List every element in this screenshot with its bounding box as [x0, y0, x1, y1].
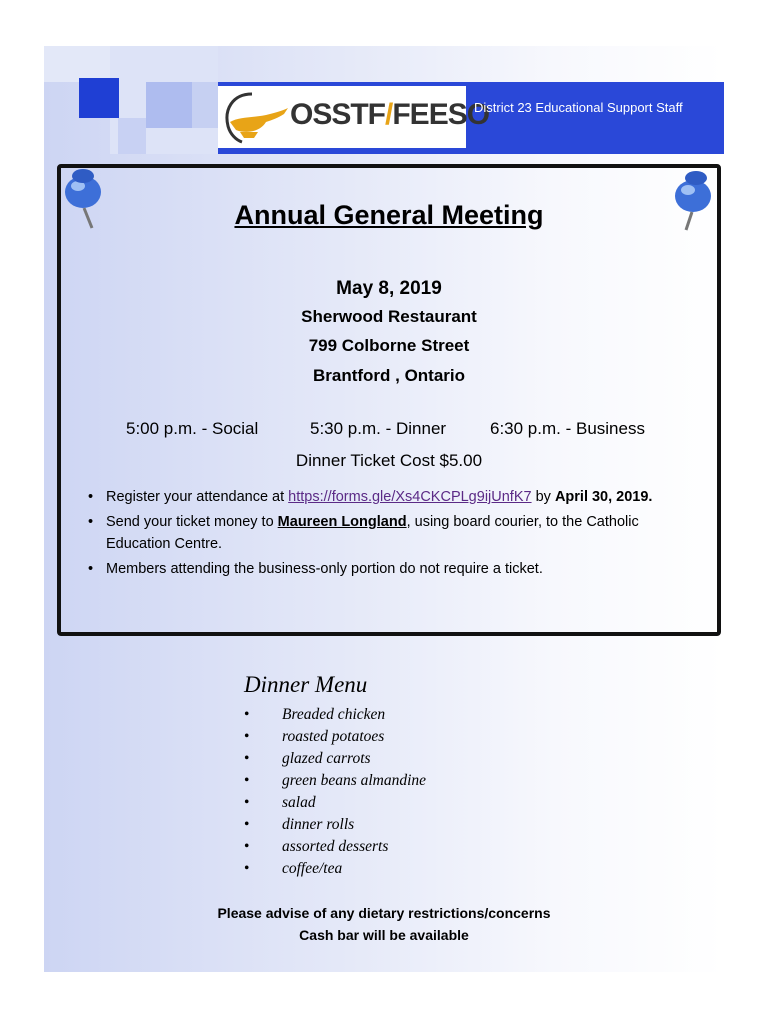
contact-name: Maureen Longland — [277, 514, 407, 530]
list-item: • Members attending the business-only portion do not require a ticket. — [86, 558, 706, 580]
schedule-social: 5:00 p.m. - Social — [126, 419, 259, 438]
notice-bullets — [86, 486, 706, 583]
meeting-title: Annual General Meeting — [234, 200, 544, 230]
menu-item: • coffee/tea — [244, 858, 426, 880]
lamp-logo-icon — [220, 88, 290, 146]
schedule-dinner: 5:30 p.m. - Dinner — [310, 419, 447, 438]
venue-street: 799 Colborne Street — [308, 336, 470, 355]
decor-square — [192, 82, 218, 128]
venue-name: Sherwood Restaurant — [301, 307, 477, 326]
district-label: District 23 Educational Support Staff — [474, 100, 683, 115]
cash-bar-note: Cash bar will be available — [299, 927, 469, 943]
logo — [218, 86, 490, 148]
menu-item: • assorted desserts — [244, 836, 426, 858]
menu-item: • green beans almandine — [244, 770, 426, 792]
menu-item: • Breaded chicken — [244, 704, 426, 726]
decor-square — [79, 78, 119, 118]
registration-link[interactable]: https://forms.gle/Xs4CKCPLg9ijUnfK7 — [288, 489, 532, 505]
dietary-note: Please advise of any dietary restrictions/concerns — [217, 905, 551, 921]
menu-title: Dinner Menu — [244, 672, 368, 697]
list-item: • Send your ticket money to Maureen Longland, using board courier, to the Catholic Education Centre. — [86, 511, 706, 555]
decor-square — [118, 118, 146, 154]
menu-list — [244, 704, 426, 880]
list-item: • Register your attendance at https://forms.gle/Xs4CKCPLg9ijUnfK7 by April 30, 2019. — [86, 486, 706, 508]
menu-item: • roasted potatoes — [244, 726, 426, 748]
logo-text: OSSTF/FEESO — [290, 98, 490, 131]
decor-square — [146, 82, 192, 128]
ticket-cost: Dinner Ticket Cost $5.00 — [295, 451, 483, 470]
registration-deadline: April 30, 2019. — [554, 489, 653, 505]
schedule-business: 6:30 p.m. - Business — [490, 419, 645, 438]
meeting-date: May 8, 2019 — [336, 278, 442, 299]
menu-item: • salad — [244, 792, 426, 814]
venue-city: Brantford , Ontario — [312, 366, 466, 385]
menu-item: • dinner rolls — [244, 814, 426, 836]
menu-item: • glazed carrots — [244, 748, 426, 770]
